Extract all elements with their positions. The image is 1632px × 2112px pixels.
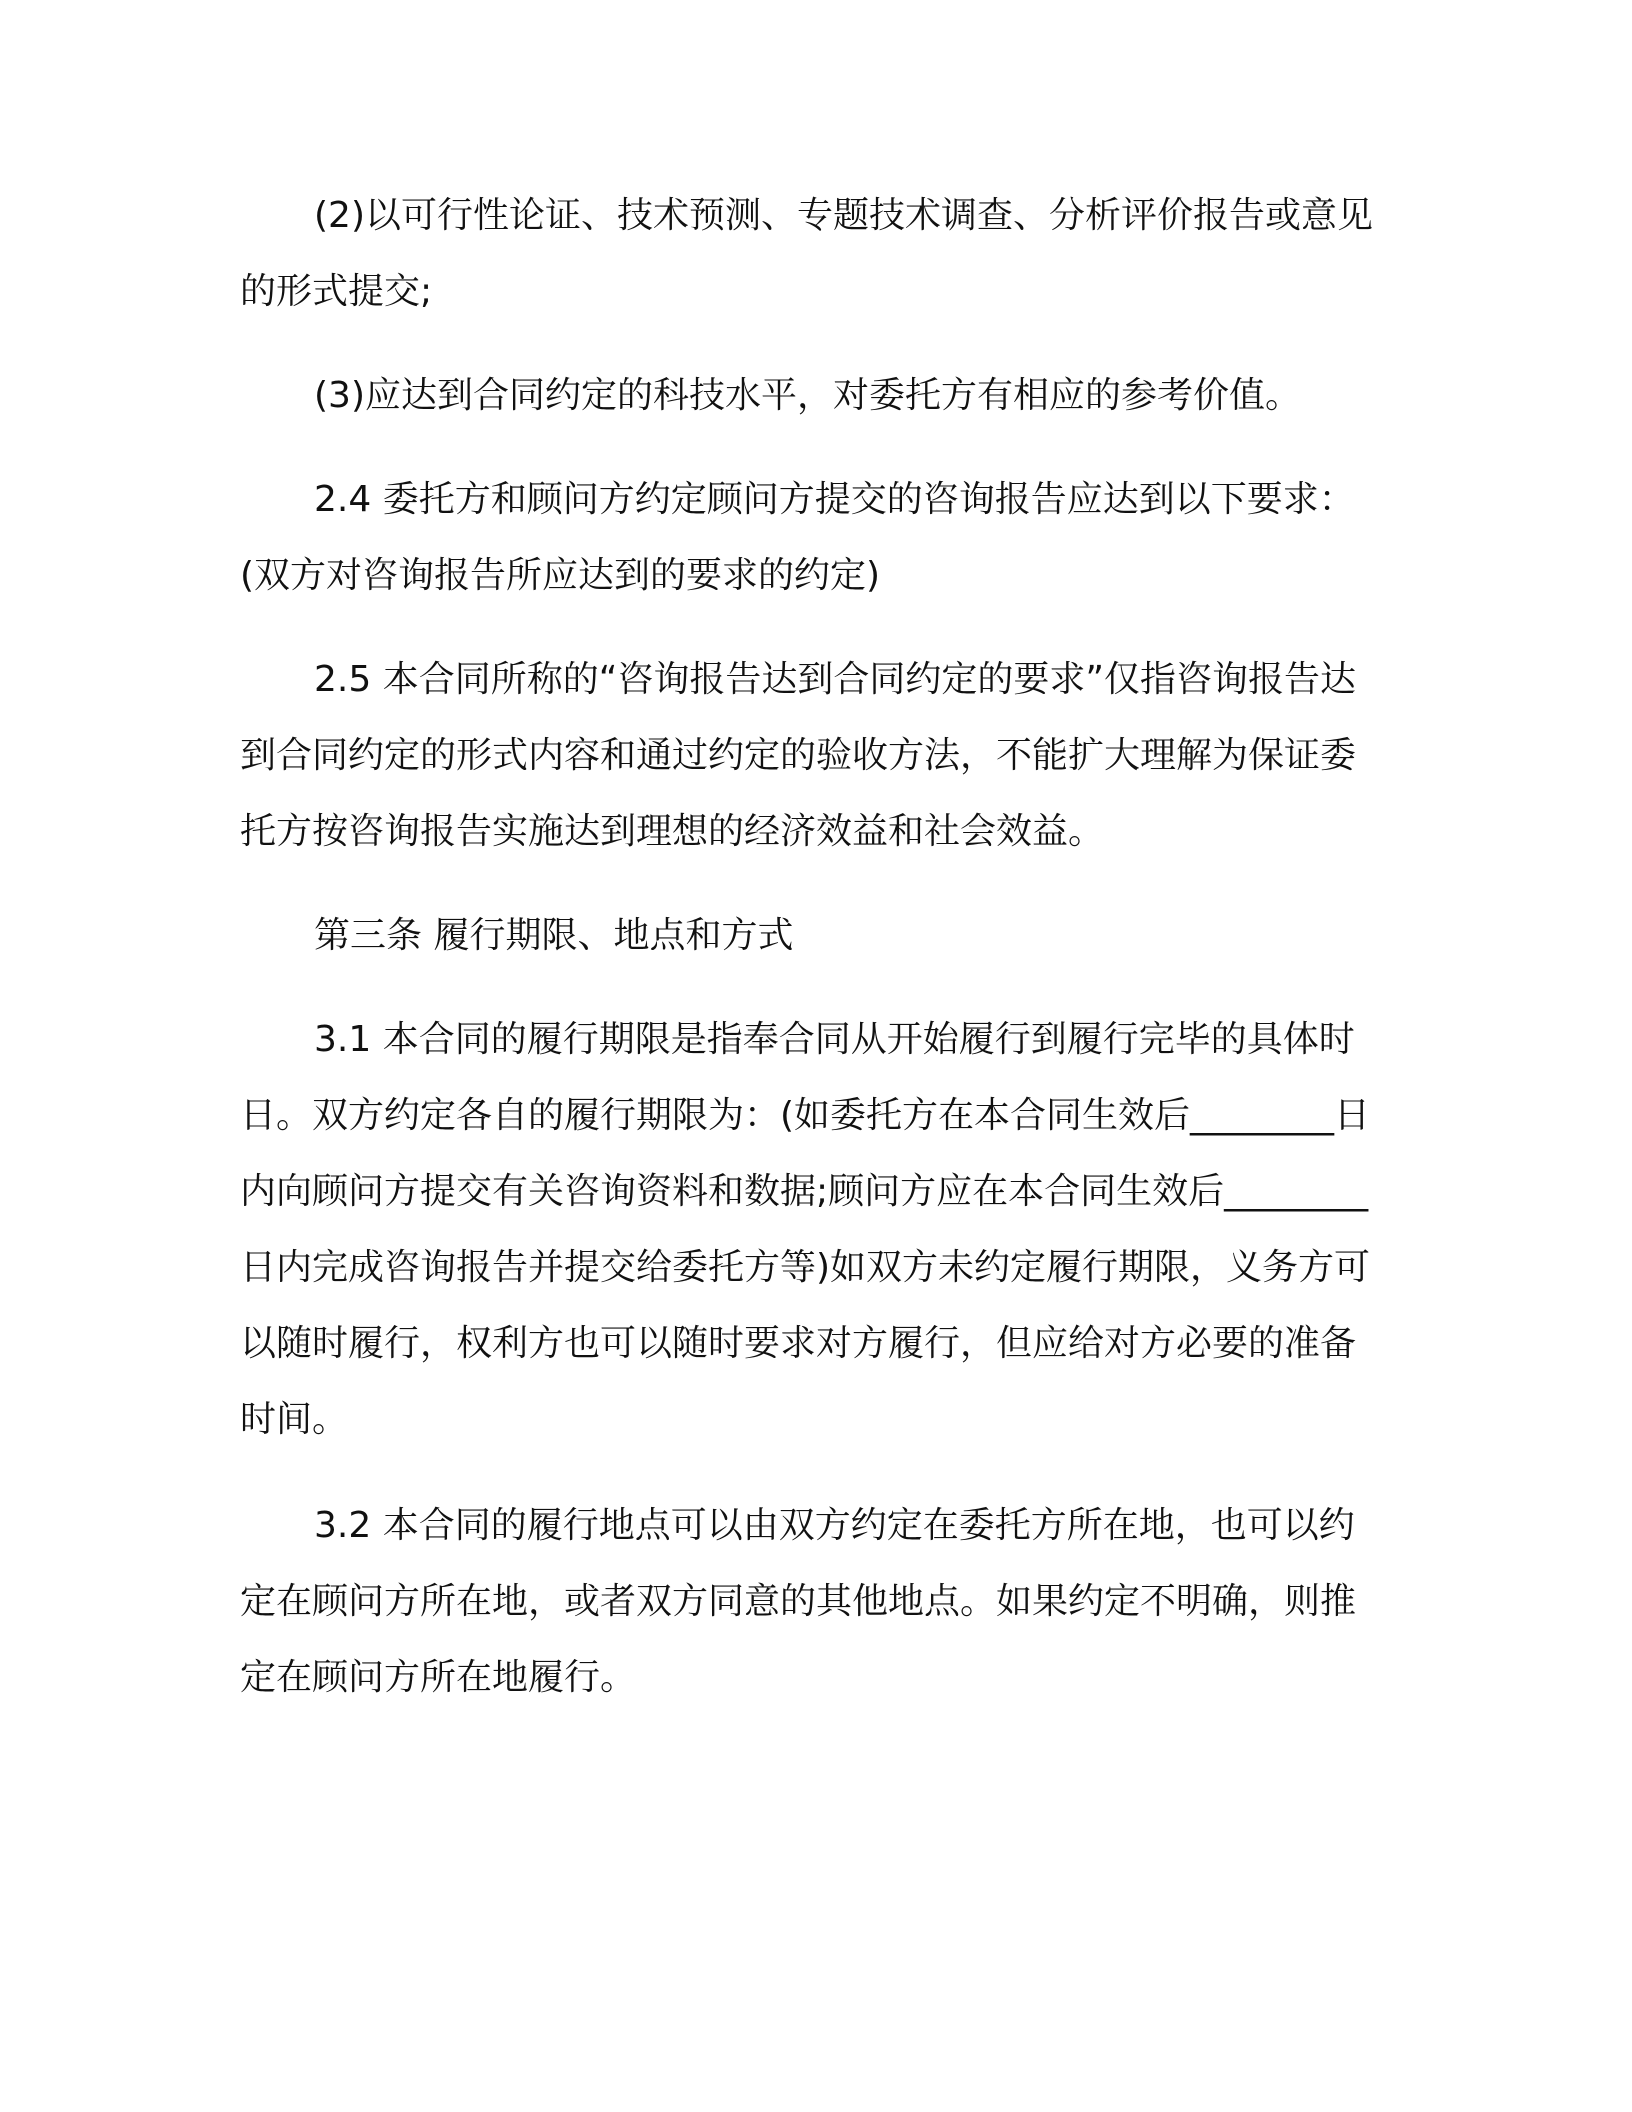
document-body xyxy=(240,178,1380,1716)
paragraph-2-3-item-3: (3)应达到合同约定的科技水平，对委托方有相应的参考价值。 xyxy=(314,375,1301,416)
section-heading-article-3: 第三条 履行期限、地点和方式 xyxy=(314,915,794,956)
paragraph-2-4: 2.4 委托方和顾问方约定顾问方提交的咨询报告应达到以下要求：(双方对咨询报告所应达到的要求的约定) xyxy=(240,479,1355,596)
paragraph-3-2: 3.2 本合同的履行地点可以由双方约定在委托方所在地，也可以约定在顾问方所在地，或者双方同意的其他地点。如果约定不明确，则推定在顾问方所在地履行。 xyxy=(240,1505,1357,1698)
paragraph-3-1: 3.1 本合同的履行期限是指奉合同从开始履行到履行完毕的具体时日。双方约定各自的履行期限为：(如委托方在本合同生效后________日内向顾问方提交有关咨询资料和数据;顾问方应在本合同生效后________日内完成咨询报告并提交给委托方等)如双方未约定履行期限，义务方可以随时履行，权利方也可以随时要求对方履行，但应给对方必要的准备时间。 xyxy=(240,1019,1371,1440)
paragraph-2-5: 2.5 本合同所称的“咨询报告达到合同约定的要求”仅指咨询报告达到合同约定的形式内容和通过约定的验收方法，不能扩大理解为保证委托方按咨询报告实施达到理想的经济效益和社会效益。 xyxy=(240,659,1357,852)
paragraph-2-3-item-2: (2)以可行性论证、技术预测、专题技术调查、分析评价报告或意见的形式提交; xyxy=(240,195,1373,312)
